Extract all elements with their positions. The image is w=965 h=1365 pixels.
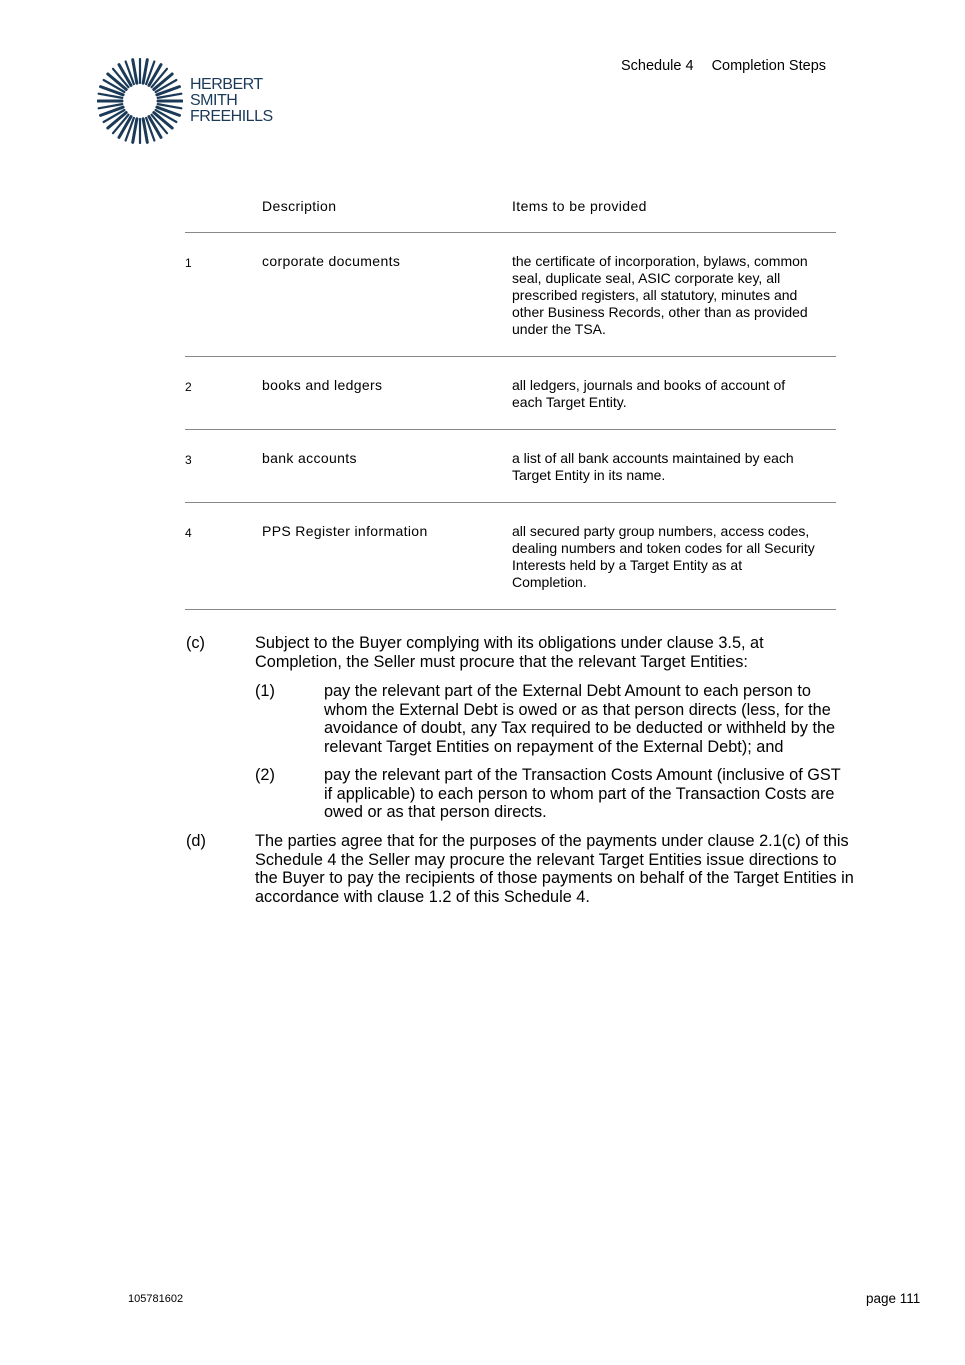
row-number: 3 xyxy=(185,430,262,503)
row-items: all ledgers, journals and books of account of each Target Entity. xyxy=(512,357,836,430)
schedule-label: Schedule 4 xyxy=(621,58,694,74)
company-logo xyxy=(97,58,277,146)
clause-c-2 xyxy=(255,766,855,824)
clause-d-label: (d) xyxy=(186,832,206,850)
table-row xyxy=(185,503,836,610)
row-number: 4 xyxy=(185,503,262,610)
page-header xyxy=(621,58,826,74)
clause-c-1-label: (1) xyxy=(255,682,275,700)
clause-c-1-text: pay the relevant part of the External Debt Amount to each person to whom the External Debt is owed or as that person directs (less, for the avoidance of doubt, any Tax required to be deducted or withheld by the relevant Target Entities on repayment of the External Debt); and xyxy=(324,682,836,757)
logo-line-1: HERBERT xyxy=(190,76,263,93)
schedule-title: Completion Steps xyxy=(711,58,827,74)
column-header-description: Description xyxy=(262,188,512,233)
row-items: the certificate of incorporation, bylaws, common seal, duplicate seal, ASIC corporate key, all prescribed registers, all statutory, minutes and other Business Records, other than as provided under the TSA. xyxy=(512,233,836,357)
page-number: page 111 xyxy=(866,1291,921,1306)
column-header-number xyxy=(185,188,262,233)
table-header-row xyxy=(185,188,836,233)
clause-d xyxy=(186,832,856,908)
row-number: 1 xyxy=(185,233,262,357)
logo-line-3: FREEHILLS xyxy=(190,108,273,125)
row-number: 2 xyxy=(185,357,262,430)
row-description: PPS Register information xyxy=(262,503,512,610)
row-description: books and ledgers xyxy=(262,357,512,430)
document-id: 105781602 xyxy=(128,1293,184,1305)
table-row xyxy=(185,430,836,503)
clause-c-2-text: pay the relevant part of the Transaction Costs Amount (inclusive of GST if applicable) to each person to whom part of the Transaction Costs are owed or as that person directs. xyxy=(324,766,841,822)
logo-wordmark xyxy=(190,77,273,125)
table-row xyxy=(185,357,836,430)
logo-line-2: SMITH xyxy=(190,92,238,109)
sunburst-icon xyxy=(97,58,183,144)
column-header-items: Items to be provided xyxy=(512,188,836,233)
clause-c-text: Subject to the Buyer complying with its obligations under clause 3.5, at Completion, the Seller must procure that the relevant Target Entities: xyxy=(255,634,764,671)
clause-c-2-label: (2) xyxy=(255,766,275,784)
row-description: bank accounts xyxy=(262,430,512,503)
completion-items-table xyxy=(185,188,836,610)
clause-c-1 xyxy=(255,682,855,758)
table-row xyxy=(185,233,836,357)
clause-c-label: (c) xyxy=(186,634,205,652)
row-description: corporate documents xyxy=(262,233,512,357)
row-items: all secured party group numbers, access codes, dealing numbers and token codes for all Security Interests held by a Target Entity as at Completion. xyxy=(512,503,836,610)
row-items: a list of all bank accounts maintained by each Target Entity in its name. xyxy=(512,430,836,503)
clause-d-text: The parties agree that for the purposes of the payments under clause 2.1(c) of this Schedule 4 the Seller may procure the relevant Target Entities issue directions to the Buyer to pay the recipients of those payments on behalf of the Target Entities in accordance with clause 1.2 of this Schedule 4. xyxy=(255,832,854,907)
clause-c xyxy=(186,634,856,674)
